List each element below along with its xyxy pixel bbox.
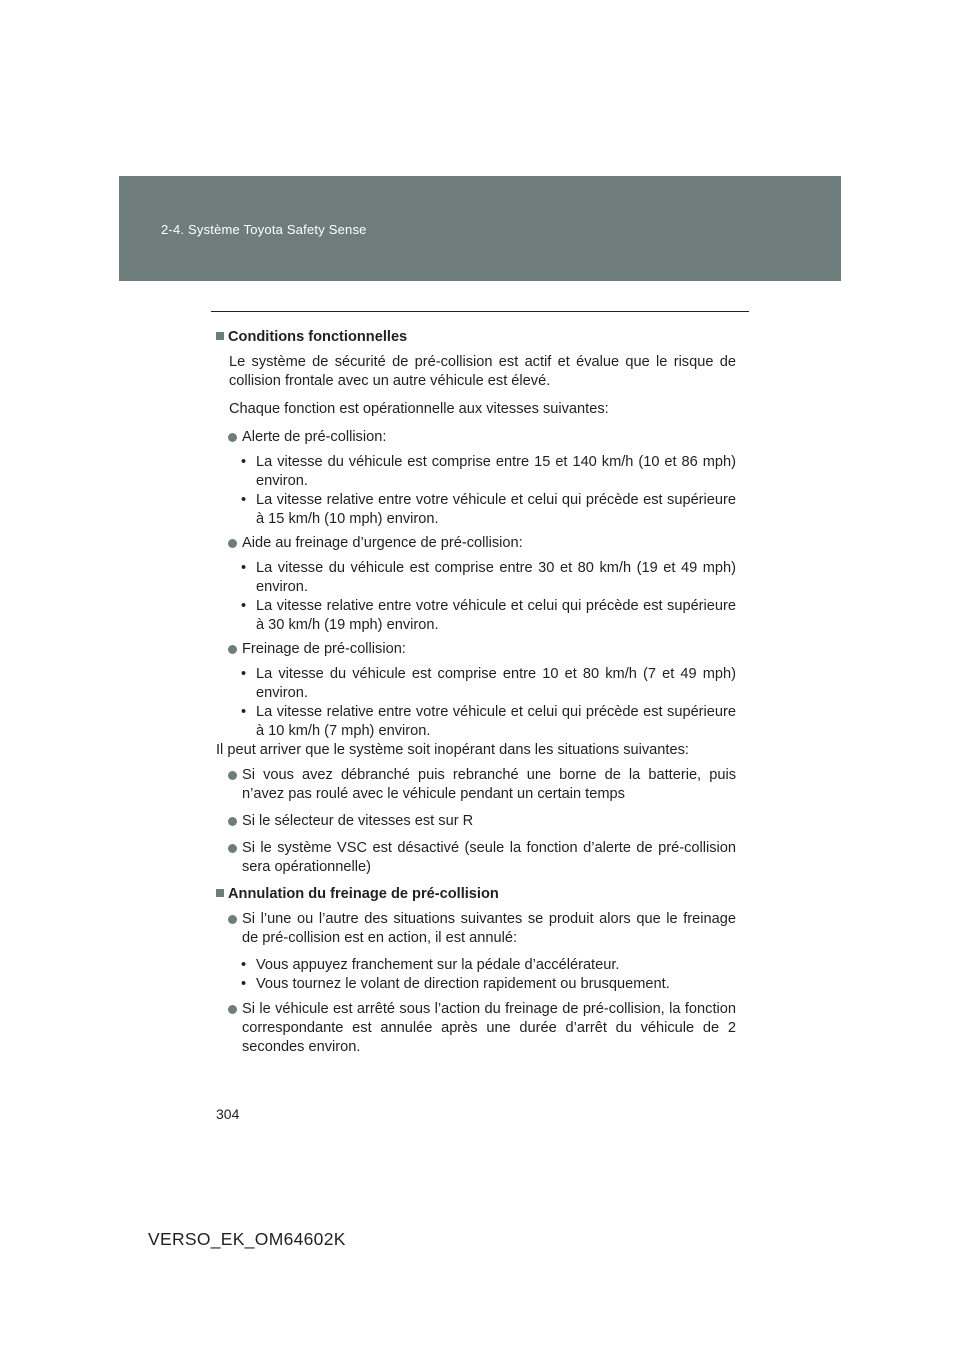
sub-item: • La vitesse relative entre votre véhicule et celui qui précède est supérieure à 15 km/h (10 mph) environ. <box>241 492 736 527</box>
sub-item: • Vous appuyez franchement sur la pédale d’accélérateur. <box>241 957 620 973</box>
list-item <box>216 640 736 659</box>
list-item <box>216 428 736 447</box>
list-item-text: Si le système VSC est désactivé (seule la fonction d’alerte de pré-collision sera opérationnelle) <box>242 840 736 875</box>
sub-item: • La vitesse du véhicule est comprise entre 15 et 140 km/h (10 et 86 mph) environ. <box>241 454 736 489</box>
list-item <box>216 812 736 831</box>
round-bullet-icon <box>228 844 237 853</box>
section-heading <box>216 885 736 904</box>
sub-item-text: La vitesse du véhicule est comprise entre 15 et 140 km/h (10 et 86 mph) environ. <box>256 454 736 489</box>
square-bullet-icon <box>216 332 224 340</box>
paragraph: Chaque fonction est opérationnelle aux vitesses suivantes: <box>229 401 609 417</box>
list-item-text: Aide au freinage d’urgence de pré-collision: <box>242 535 523 551</box>
list-item-text: Si l’une ou l’autre des situations suivantes se produit alors que le freinage de pré-collision est en action, il est annulé: <box>242 911 736 946</box>
sub-item: • Vous tournez le volant de direction rapidement ou brusquement. <box>241 976 670 992</box>
list-item-text: Si vous avez débranché puis rebranché une borne de la batterie, puis n’avez pas roulé avec le véhicule pendant un certain temps <box>242 767 736 802</box>
round-bullet-icon <box>228 817 237 826</box>
sub-item-text: La vitesse relative entre votre véhicule et celui qui précède est supérieure à 15 km/h (10 mph) environ. <box>256 492 736 527</box>
list-item <box>216 1000 736 1057</box>
sub-item: • La vitesse relative entre votre véhicule et celui qui précède est supérieure à 10 km/h (7 mph) environ. <box>241 704 736 739</box>
sub-item-text: La vitesse du véhicule est comprise entre 30 et 80 km/h (19 et 49 mph) environ. <box>256 560 736 595</box>
sub-list <box>216 956 736 994</box>
sub-list <box>216 559 736 635</box>
round-bullet-icon <box>228 1005 237 1014</box>
sub-list <box>216 453 736 529</box>
sub-list <box>216 665 736 741</box>
round-bullet-icon <box>228 771 237 780</box>
sub-item: • La vitesse du véhicule est comprise entre 30 et 80 km/h (19 et 49 mph) environ. <box>241 560 736 595</box>
document-code: VERSO_EK_OM64602K <box>148 1229 346 1249</box>
page-number: 304 <box>216 1106 240 1122</box>
paragraph: Il peut arriver que le système soit inopérant dans les situations suivantes: <box>216 742 689 758</box>
list-item-text: Alerte de pré-collision: <box>242 429 387 445</box>
section-heading <box>216 328 736 347</box>
heading-text: Annulation du freinage de pré-collision <box>228 886 499 902</box>
paragraph: Le système de sécurité de pré-collision est actif et évalue que le risque de collision frontale avec un autre véhicule est élevé. <box>229 354 736 389</box>
sub-item-text: La vitesse relative entre votre véhicule et celui qui précède est supérieure à 10 km/h (7 mph) environ. <box>256 704 736 739</box>
page-content <box>216 328 736 1063</box>
square-bullet-icon <box>216 889 224 897</box>
divider <box>211 311 749 312</box>
list-item-text: Freinage de pré-collision: <box>242 641 406 657</box>
sub-item-text: La vitesse relative entre votre véhicule et celui qui précède est supérieure à 30 km/h (19 mph) environ. <box>256 598 736 633</box>
sub-item-text: Vous tournez le volant de direction rapidement ou brusquement. <box>256 976 670 992</box>
sub-item: • La vitesse relative entre votre véhicule et celui qui précède est supérieure à 30 km/h (19 mph) environ. <box>241 598 736 633</box>
heading-text: Conditions fonctionnelles <box>228 329 408 345</box>
sub-item-text: La vitesse du véhicule est comprise entre 10 et 80 km/h (7 et 49 mph) environ. <box>256 666 736 701</box>
round-bullet-icon <box>228 645 237 654</box>
header-band <box>119 176 841 281</box>
list-item <box>216 766 736 804</box>
list-item <box>216 534 736 553</box>
list-item <box>216 839 736 877</box>
section-title: 2-4. Système Toyota Safety Sense <box>161 222 367 237</box>
round-bullet-icon <box>228 539 237 548</box>
list-item <box>216 910 736 948</box>
sub-item-text: Vous appuyez franchement sur la pédale d’accélérateur. <box>256 957 620 973</box>
list-item-text: Si le sélecteur de vitesses est sur R <box>242 813 474 829</box>
list-item-text: Si le véhicule est arrêté sous l’action du freinage de pré-collision, la fonction correspondante est annulée après une durée d’arrêt du véhicule de 2 secondes environ. <box>242 1001 736 1055</box>
round-bullet-icon <box>228 915 237 924</box>
round-bullet-icon <box>228 433 237 442</box>
sub-item: • La vitesse du véhicule est comprise entre 10 et 80 km/h (7 et 49 mph) environ. <box>241 666 736 701</box>
